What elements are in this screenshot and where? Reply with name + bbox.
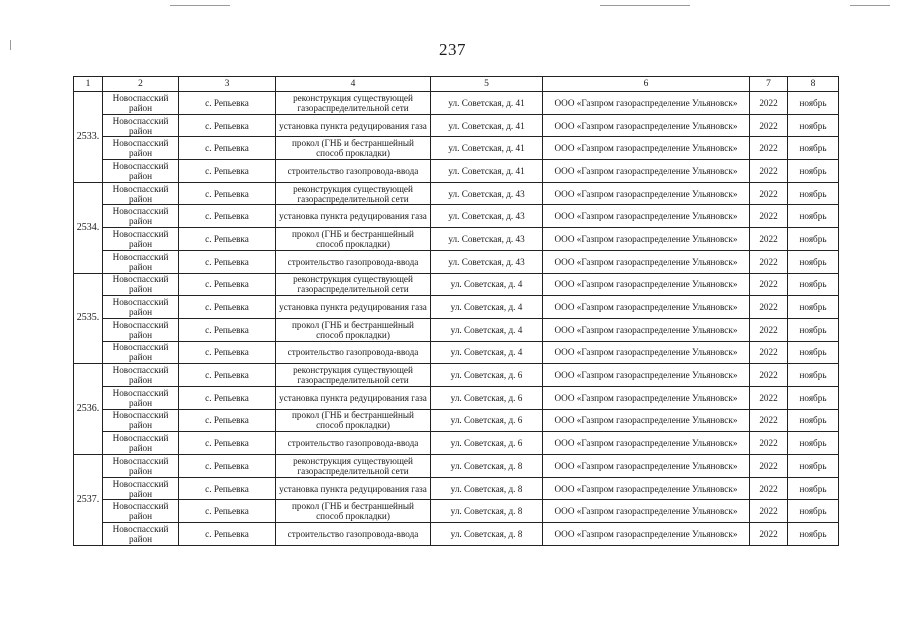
scan-artifact — [850, 5, 890, 6]
year-cell: 2022 — [750, 296, 788, 319]
locality-cell: с. Репьевка — [179, 228, 276, 251]
table-row — [74, 500, 839, 523]
work-type-cell: прокол (ГНБ и бестраншейный способ прокладки) — [276, 228, 431, 251]
scan-artifact — [600, 5, 690, 6]
district-cell: Новоспасский район — [103, 228, 179, 251]
locality-cell: с. Репьевка — [179, 273, 276, 296]
year-cell: 2022 — [750, 92, 788, 115]
address-cell: ул. Советская, д. 4 — [431, 318, 543, 341]
district-cell: Новоспасский район — [103, 114, 179, 137]
year-cell: 2022 — [750, 182, 788, 205]
work-type-cell: реконструкция существующей газораспределительной сети — [276, 182, 431, 205]
organization-cell: ООО «Газпром газораспределение Ульяновск» — [543, 318, 750, 341]
work-type-cell: установка пункта редуцирования газа — [276, 205, 431, 228]
registry-table — [73, 76, 839, 546]
table-row — [74, 182, 839, 205]
locality-cell: с. Репьевка — [179, 182, 276, 205]
header-row — [74, 77, 839, 92]
year-cell: 2022 — [750, 341, 788, 364]
work-type-cell: прокол (ГНБ и бестраншейный способ прокладки) — [276, 318, 431, 341]
month-cell: ноябрь — [788, 296, 839, 319]
year-cell: 2022 — [750, 364, 788, 387]
table-row — [74, 409, 839, 432]
address-cell: ул. Советская, д. 4 — [431, 341, 543, 364]
organization-cell: ООО «Газпром газораспределение Ульяновск» — [543, 250, 750, 273]
table-row — [74, 273, 839, 296]
month-cell: ноябрь — [788, 341, 839, 364]
table-row — [74, 137, 839, 160]
year-cell: 2022 — [750, 250, 788, 273]
year-cell: 2022 — [750, 500, 788, 523]
district-cell: Новоспасский район — [103, 318, 179, 341]
header-cell: 3 — [179, 77, 276, 92]
organization-cell: ООО «Газпром газораспределение Ульяновск» — [543, 228, 750, 251]
organization-cell: ООО «Газпром газораспределение Ульяновск» — [543, 114, 750, 137]
year-cell: 2022 — [750, 386, 788, 409]
locality-cell: с. Репьевка — [179, 296, 276, 319]
address-cell: ул. Советская, д. 8 — [431, 500, 543, 523]
work-type-cell: реконструкция существующей газораспределительной сети — [276, 455, 431, 478]
address-cell: ул. Советская, д. 41 — [431, 137, 543, 160]
organization-cell: ООО «Газпром газораспределение Ульяновск» — [543, 341, 750, 364]
district-cell: Новоспасский район — [103, 92, 179, 115]
work-type-cell: строительство газопровода-ввода — [276, 160, 431, 183]
organization-cell: ООО «Газпром газораспределение Ульяновск» — [543, 92, 750, 115]
district-cell: Новоспасский район — [103, 523, 179, 546]
organization-cell: ООО «Газпром газораспределение Ульяновск» — [543, 205, 750, 228]
work-type-cell: реконструкция существующей газораспределительной сети — [276, 273, 431, 296]
work-type-cell: реконструкция существующей газораспределительной сети — [276, 364, 431, 387]
locality-cell: с. Репьевка — [179, 523, 276, 546]
work-type-cell: строительство газопровода-ввода — [276, 432, 431, 455]
header-cell: 5 — [431, 77, 543, 92]
district-cell: Новоспасский район — [103, 296, 179, 319]
district-cell: Новоспасский район — [103, 364, 179, 387]
address-cell: ул. Советская, д. 4 — [431, 273, 543, 296]
year-cell: 2022 — [750, 273, 788, 296]
address-cell: ул. Советская, д. 43 — [431, 182, 543, 205]
table-row — [74, 318, 839, 341]
table-row — [74, 250, 839, 273]
month-cell: ноябрь — [788, 250, 839, 273]
scan-artifact — [170, 5, 230, 6]
locality-cell: с. Репьевка — [179, 477, 276, 500]
year-cell: 2022 — [750, 318, 788, 341]
address-cell: ул. Советская, д. 41 — [431, 160, 543, 183]
page-number: 237 — [439, 40, 466, 59]
year-cell: 2022 — [750, 477, 788, 500]
address-cell: ул. Советская, д. 41 — [431, 114, 543, 137]
year-cell: 2022 — [750, 523, 788, 546]
address-cell: ул. Советская, д. 6 — [431, 386, 543, 409]
row-number-cell: 2537. — [74, 455, 103, 546]
year-cell: 2022 — [750, 228, 788, 251]
organization-cell: ООО «Газпром газораспределение Ульяновск» — [543, 432, 750, 455]
row-number-cell: 2535. — [74, 273, 103, 364]
district-cell: Новоспасский район — [103, 500, 179, 523]
month-cell: ноябрь — [788, 137, 839, 160]
locality-cell: с. Репьевка — [179, 341, 276, 364]
work-type-cell: прокол (ГНБ и бестраншейный способ прокладки) — [276, 409, 431, 432]
address-cell: ул. Советская, д. 6 — [431, 432, 543, 455]
organization-cell: ООО «Газпром газораспределение Ульяновск» — [543, 500, 750, 523]
header-cell: 1 — [74, 77, 103, 92]
month-cell: ноябрь — [788, 455, 839, 478]
header-cell: 4 — [276, 77, 431, 92]
table-row — [74, 228, 839, 251]
district-cell: Новоспасский район — [103, 455, 179, 478]
year-cell: 2022 — [750, 137, 788, 160]
work-type-cell: установка пункта редуцирования газа — [276, 477, 431, 500]
work-type-cell: установка пункта редуцирования газа — [276, 386, 431, 409]
locality-cell: с. Репьевка — [179, 455, 276, 478]
table-row — [74, 477, 839, 500]
address-cell: ул. Советская, д. 41 — [431, 92, 543, 115]
table-row — [74, 364, 839, 387]
address-cell: ул. Советская, д. 4 — [431, 296, 543, 319]
header-cell: 8 — [788, 77, 839, 92]
month-cell: ноябрь — [788, 273, 839, 296]
organization-cell: ООО «Газпром газораспределение Ульяновск» — [543, 477, 750, 500]
row-number-cell: 2536. — [74, 364, 103, 455]
locality-cell: с. Репьевка — [179, 205, 276, 228]
header-cell: 6 — [543, 77, 750, 92]
work-type-cell: установка пункта редуцирования газа — [276, 114, 431, 137]
work-type-cell: строительство газопровода-ввода — [276, 250, 431, 273]
month-cell: ноябрь — [788, 409, 839, 432]
table-row — [74, 455, 839, 478]
year-cell: 2022 — [750, 455, 788, 478]
work-type-cell: прокол (ГНБ и бестраншейный способ прокладки) — [276, 500, 431, 523]
address-cell: ул. Советская, д. 8 — [431, 523, 543, 546]
work-type-cell: установка пункта редуцирования газа — [276, 296, 431, 319]
district-cell: Новоспасский район — [103, 386, 179, 409]
month-cell: ноябрь — [788, 364, 839, 387]
row-number-cell: 2534. — [74, 182, 103, 273]
district-cell: Новоспасский район — [103, 273, 179, 296]
year-cell: 2022 — [750, 160, 788, 183]
address-cell: ул. Советская, д. 8 — [431, 455, 543, 478]
organization-cell: ООО «Газпром газораспределение Ульяновск» — [543, 137, 750, 160]
locality-cell: с. Репьевка — [179, 432, 276, 455]
table-row — [74, 114, 839, 137]
district-cell: Новоспасский район — [103, 182, 179, 205]
work-type-cell: строительство газопровода-ввода — [276, 341, 431, 364]
address-cell: ул. Советская, д. 6 — [431, 409, 543, 432]
month-cell: ноябрь — [788, 500, 839, 523]
work-type-cell: строительство газопровода-ввода — [276, 523, 431, 546]
month-cell: ноябрь — [788, 114, 839, 137]
organization-cell: ООО «Газпром газораспределение Ульяновск» — [543, 296, 750, 319]
locality-cell: с. Репьевка — [179, 386, 276, 409]
address-cell: ул. Советская, д. 6 — [431, 364, 543, 387]
year-cell: 2022 — [750, 205, 788, 228]
district-cell: Новоспасский район — [103, 137, 179, 160]
locality-cell: с. Репьевка — [179, 160, 276, 183]
locality-cell: с. Репьевка — [179, 318, 276, 341]
table-row — [74, 160, 839, 183]
work-type-cell: прокол (ГНБ и бестраншейный способ прокладки) — [276, 137, 431, 160]
table-row — [74, 341, 839, 364]
year-cell: 2022 — [750, 409, 788, 432]
work-type-cell: реконструкция существующей газораспределительной сети — [276, 92, 431, 115]
district-cell: Новоспасский район — [103, 205, 179, 228]
table-row — [74, 386, 839, 409]
table-row — [74, 205, 839, 228]
district-cell: Новоспасский район — [103, 477, 179, 500]
month-cell: ноябрь — [788, 228, 839, 251]
address-cell: ул. Советская, д. 8 — [431, 477, 543, 500]
locality-cell: с. Репьевка — [179, 250, 276, 273]
district-cell: Новоспасский район — [103, 160, 179, 183]
locality-cell: с. Репьевка — [179, 500, 276, 523]
address-cell: ул. Советская, д. 43 — [431, 250, 543, 273]
address-cell: ул. Советская, д. 43 — [431, 205, 543, 228]
month-cell: ноябрь — [788, 477, 839, 500]
table-row — [74, 92, 839, 115]
table-body — [74, 92, 839, 546]
row-number-cell: 2533. — [74, 92, 103, 183]
district-cell: Новоспасский район — [103, 341, 179, 364]
organization-cell: ООО «Газпром газораспределение Ульяновск» — [543, 273, 750, 296]
month-cell: ноябрь — [788, 182, 839, 205]
table-row — [74, 432, 839, 455]
organization-cell: ООО «Газпром газораспределение Ульяновск» — [543, 386, 750, 409]
organization-cell: ООО «Газпром газораспределение Ульяновск» — [543, 409, 750, 432]
locality-cell: с. Репьевка — [179, 364, 276, 387]
district-cell: Новоспасский район — [103, 409, 179, 432]
organization-cell: ООО «Газпром газораспределение Ульяновск» — [543, 160, 750, 183]
month-cell: ноябрь — [788, 432, 839, 455]
year-cell: 2022 — [750, 114, 788, 137]
locality-cell: с. Репьевка — [179, 92, 276, 115]
organization-cell: ООО «Газпром газораспределение Ульяновск» — [543, 455, 750, 478]
organization-cell: ООО «Газпром газораспределение Ульяновск» — [543, 364, 750, 387]
month-cell: ноябрь — [788, 92, 839, 115]
district-cell: Новоспасский район — [103, 432, 179, 455]
month-cell: ноябрь — [788, 205, 839, 228]
month-cell: ноябрь — [788, 160, 839, 183]
organization-cell: ООО «Газпром газораспределение Ульяновск» — [543, 523, 750, 546]
header-cell: 7 — [750, 77, 788, 92]
locality-cell: с. Репьевка — [179, 409, 276, 432]
month-cell: ноябрь — [788, 386, 839, 409]
table-row — [74, 523, 839, 546]
header-cell: 2 — [103, 77, 179, 92]
table-row — [74, 296, 839, 319]
month-cell: ноябрь — [788, 318, 839, 341]
locality-cell: с. Репьевка — [179, 114, 276, 137]
address-cell: ул. Советская, д. 43 — [431, 228, 543, 251]
locality-cell: с. Репьевка — [179, 137, 276, 160]
year-cell: 2022 — [750, 432, 788, 455]
district-cell: Новоспасский район — [103, 250, 179, 273]
organization-cell: ООО «Газпром газораспределение Ульяновск» — [543, 182, 750, 205]
month-cell: ноябрь — [788, 523, 839, 546]
